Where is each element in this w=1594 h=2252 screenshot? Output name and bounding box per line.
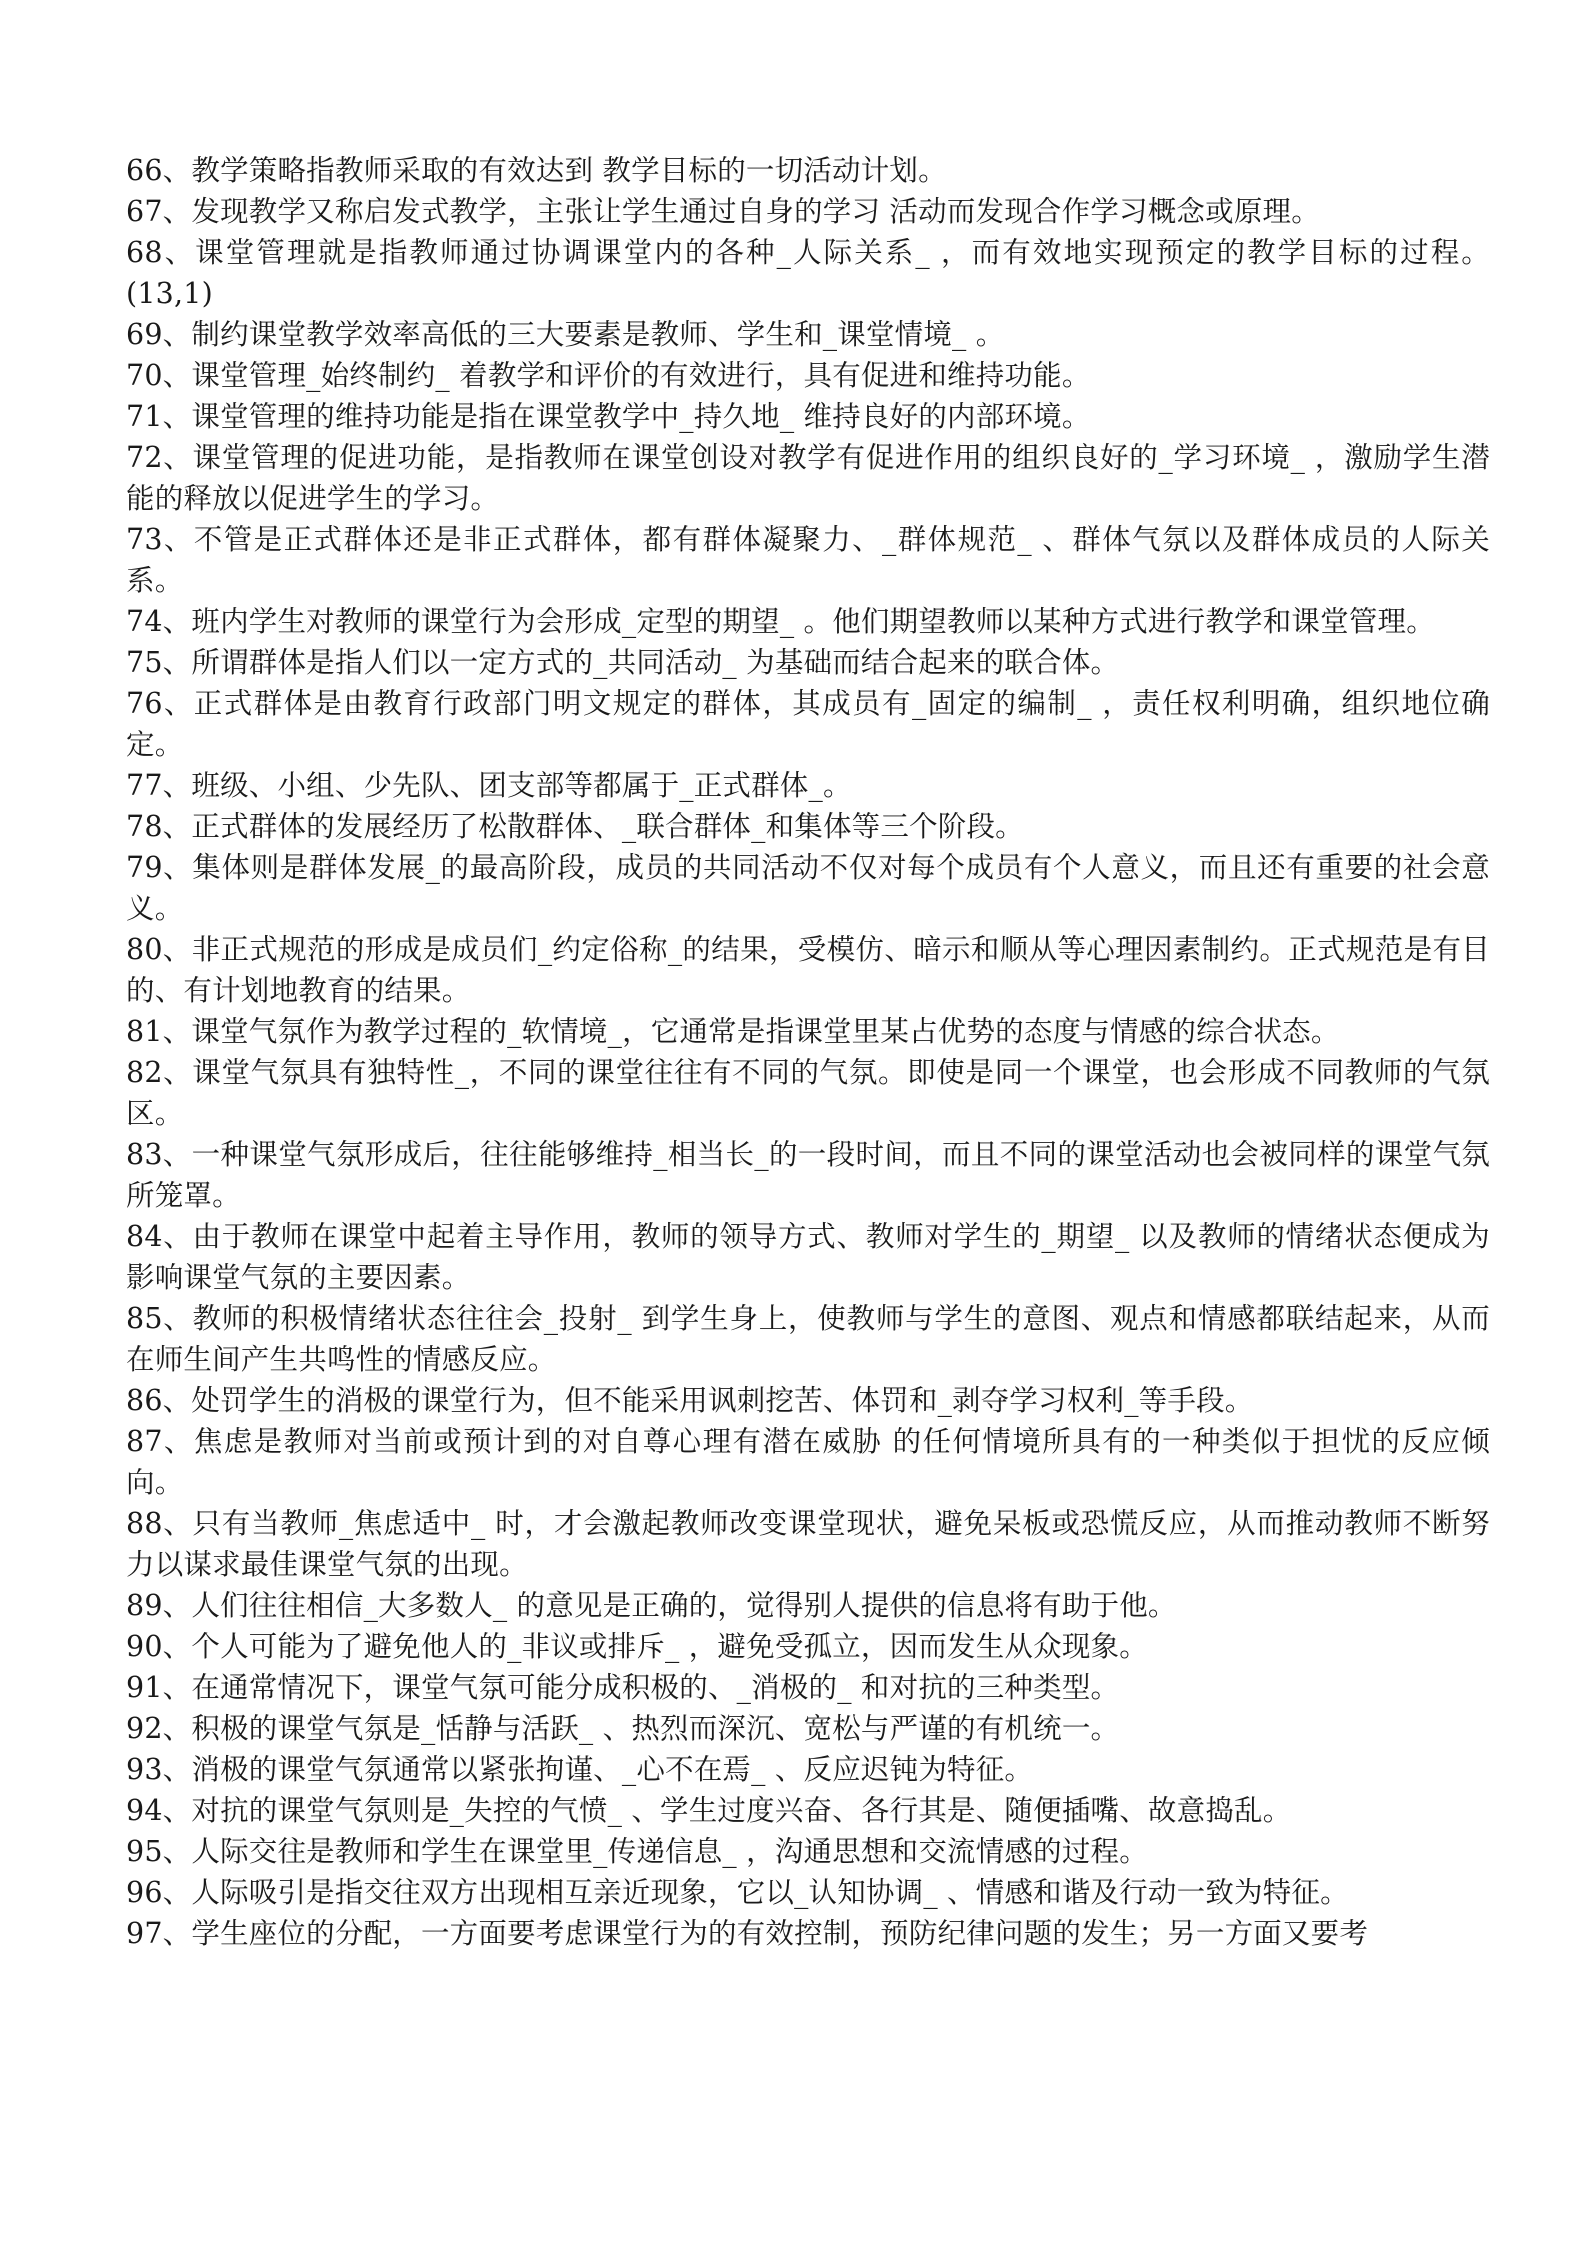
list-item: 74、班内学生对教师的课堂行为会形成_定型的期望_ 。他们期望教师以某种方式进行教学和课堂管理。 bbox=[126, 605, 1435, 638]
list-item: 76、正式群体是由教育行政部门明文规定的群体，其成员有_固定的编制_ ，责任权利明确，组织地位确定。 bbox=[126, 687, 1490, 761]
list-item: 87、焦虑是教师对当前或预计到的对自尊心理有潜在威胁 的任何情境所具有的一种类似于担忧的反应倾向。 bbox=[126, 1425, 1490, 1499]
list-item: 70、课堂管理_始终制约_ 着教学和评价的有效进行，具有促进和维持功能。 bbox=[126, 359, 1091, 392]
list-item: 66、教学策略指教师采取的有效达到 教学目标的一切活动计划。 bbox=[126, 154, 947, 187]
list-item: 80、非正式规范的形成是成员们_约定俗称_的结果，受模仿、暗示和顺从等心理因素制约。正式规范是有目的、有计划地教育的结果。 bbox=[126, 933, 1490, 1007]
list-item: 95、人际交往是教师和学生在课堂里_传递信息_ ，沟通思想和交流情感的过程。 bbox=[126, 1835, 1148, 1868]
list-item: 73、不管是正式群体还是非正式群体，都有群体凝聚力、_群体规范_ 、群体气氛以及群体成员的人际关系。 bbox=[126, 523, 1490, 597]
list-item: 78、正式群体的发展经历了松散群体、_联合群体_和集体等三个阶段。 bbox=[126, 810, 1024, 843]
list-item: 85、教师的积极情绪状态往往会_投射_ 到学生身上，使教师与学生的意图、观点和情感都联结起来，从而在师生间产生共鸣性的情感反应。 bbox=[126, 1302, 1490, 1376]
list-item: 88、只有当教师_焦虑适中_ 时，才会激起教师改变课堂现状，避免呆板或恐慌反应，从而推动教师不断努力以谋求最佳课堂气氛的出现。 bbox=[126, 1507, 1490, 1581]
list-item: 79、集体则是群体发展_的最高阶段，成员的共同活动不仅对每个成员有个人意义，而且还有重要的社会意义。 bbox=[126, 851, 1490, 925]
list-item: 71、课堂管理的维持功能是指在课堂教学中_持久地_ 维持良好的内部环境。 bbox=[126, 400, 1091, 433]
list-item: 89、人们往往相信_大多数人_ 的意见是正确的，觉得别人提供的信息将有助于他。 bbox=[126, 1589, 1177, 1622]
list-item: 86、处罚学生的消极的课堂行为，但不能采用讽刺挖苦、体罚和_剥夺学习权利_等手段。 bbox=[126, 1384, 1254, 1417]
list-item: 93、消极的课堂气氛通常以紧张拘谨、_心不在焉_ 、反应迟钝为特征。 bbox=[126, 1753, 1034, 1786]
list-item: 82、课堂气氛具有独特性_，不同的课堂往往有不同的气氛。即使是同一个课堂，也会形成不同教师的气氛区。 bbox=[126, 1056, 1490, 1130]
list-item: 97、学生座位的分配，一方面要考虑课堂行为的有效控制，预防纪律问题的发生；另一方面又要考 bbox=[126, 1917, 1369, 1950]
list-item: 84、由于教师在课堂中起着主导作用，教师的领导方式、教师对学生的_期望_ 以及教师的情绪状态便成为影响课堂气氛的主要因素。 bbox=[126, 1220, 1490, 1294]
list-item: 94、对抗的课堂气氛则是_失控的气愤_ 、学生过度兴奋、各行其是、随便插嘴、故意捣乱。 bbox=[126, 1794, 1292, 1827]
list-item: 91、在通常情况下，课堂气氛可能分成积极的、_消极的_ 和对抗的三种类型。 bbox=[126, 1671, 1120, 1704]
list-item: 90、个人可能为了避免他人的_非议或排斥_ ，避免受孤立，因而发生从众现象。 bbox=[126, 1630, 1148, 1663]
list-item: 96、人际吸引是指交往双方出现相互亲近现象，它以_认知协调_ 、情感和谐及行动一致为特征。 bbox=[126, 1876, 1349, 1909]
list-item: 81、课堂气氛作为教学过程的_软情境_，它通常是指课堂里某占优势的态度与情感的综合状态。 bbox=[126, 1015, 1340, 1048]
document-body bbox=[126, 150, 1490, 1954]
list-item: 67、发现教学又称启发式教学，主张让学生通过自身的学习 活动而发现合作学习概念或原理。 bbox=[126, 195, 1320, 228]
list-item: 68、课堂管理就是指教师通过协调课堂内的各种_人际关系_ ，而有效地实现预定的教学目标的过程。(13,1) bbox=[126, 236, 1490, 310]
list-item: 72、课堂管理的促进功能，是指教师在课堂创设对教学有促进作用的组织良好的_学习环境_ ，激励学生潜能的释放以促进学生的学习。 bbox=[126, 441, 1490, 515]
list-item: 69、制约课堂教学效率高低的三大要素是教师、学生和_课堂情境_ 。 bbox=[126, 318, 1005, 351]
list-item: 75、所谓群体是指人们以一定方式的_共同活动_ 为基础而结合起来的联合体。 bbox=[126, 646, 1120, 679]
list-item: 83、一种课堂气氛形成后，往往能够维持_相当长_的一段时间，而且不同的课堂活动也会被同样的课堂气氛所笼罩。 bbox=[126, 1138, 1490, 1212]
list-item: 77、班级、小组、少先队、团支部等都属于_正式群体_。 bbox=[126, 769, 852, 802]
list-item: 92、积极的课堂气氛是_恬静与活跃_ 、热烈而深沉、宽松与严谨的有机统一。 bbox=[126, 1712, 1120, 1745]
